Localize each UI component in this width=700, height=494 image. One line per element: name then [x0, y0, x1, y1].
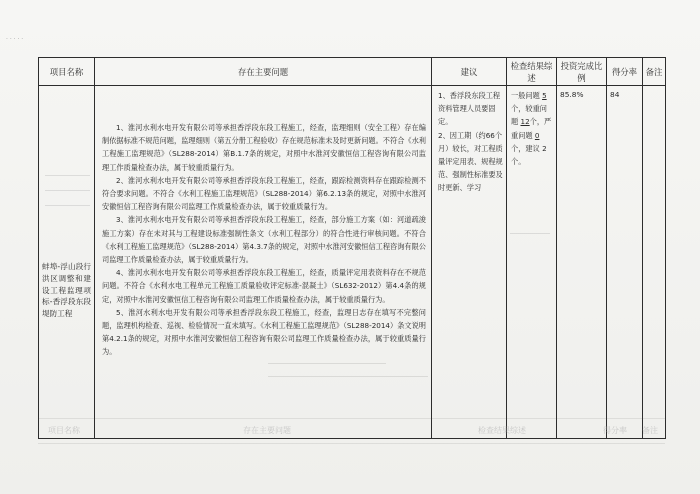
bleed-through-line — [268, 363, 386, 364]
header-issues: 存在主要问题 — [95, 58, 432, 86]
issue-item-3: 3、淮河水利水电开发有限公司等承担香浮段东段工程施工，经查，部分施工方案（如：河道疏浚施工方案）存在未对其与工程建设标准强制性条文（水利工程部分）的符合性进行审核问题。不符合《水利工程施工监理规范》（SL288-2014）第4.3.7条的规定，对照中水淮河安徽恒信工程咨询有限公司监理工作质量检查办法，属于较重质量行为。 — [102, 215, 426, 265]
header-summary: 检查结果综述 — [507, 58, 557, 86]
investment-ratio: 85.8% — [560, 90, 584, 99]
issue-item-5: 5、淮河水利水电开发有限公司等承担香浮段东段工程施工，经查，监理日志存在填写不完整问题，监理机构检查、巡视、检验情况一直未填写。《水利工程施工监理规范》（SL288-2014）条文说明第4.2.1条的规定，对照中水淮河安徽恒信工程咨询有限公司监理工作质量检查办法，属于较重质量行为。 — [102, 307, 426, 357]
issues-cell — [95, 86, 432, 439]
issues-list — [95, 86, 431, 359]
ratio-cell — [557, 86, 607, 439]
inspection-table — [38, 57, 666, 439]
ghost-issues: 存在主要问题 — [243, 426, 291, 435]
header-suggestion: 建议 — [432, 58, 507, 86]
issue-item-1: 1、淮河水利水电开发有限公司等承担香浮段东段工程施工，经查，监理细则（安全工程）存在编制依据标准不规范问题，监理细则（第五分册工程验收）存在规范标准未及时更新问题。不符合《水利工程施工监理规范》（SL288-2014）第B.1.7条的规定，对照中水淮河安徽恒信工程咨询有限公司监理工作质量检查办法，属于较重质量行为。 — [102, 123, 426, 172]
ghost-project: 项目名称 — [48, 426, 80, 435]
result-summary — [507, 86, 556, 168]
bleed-through-line — [45, 205, 90, 206]
header-score: 得分率 — [607, 58, 643, 86]
general-count: 5 — [542, 91, 547, 100]
suggestion-item-1: 1、香浮段东段工程资料管理人员要固定。 — [438, 91, 501, 127]
scan-mark: · · · · · — [6, 36, 24, 43]
bleed-through-line — [45, 175, 90, 176]
bleed-through-row — [38, 418, 665, 444]
suggest-count: 2 — [542, 143, 547, 153]
project-name-cell — [39, 86, 95, 439]
suggest-unit: 个。 — [511, 157, 526, 167]
bleed-through-line — [45, 190, 90, 191]
summary-cell — [507, 86, 557, 439]
severe-unit: 个，建议 — [511, 143, 540, 153]
general-label: 一般问题 — [511, 91, 540, 100]
bleed-through-line — [510, 233, 550, 234]
score-rate: 84 — [610, 90, 620, 99]
project-name: 蚌埠-浮山段行洪区调整和建设工程监理项标-香浮段东段堤防工程 — [42, 262, 91, 319]
major-count: 12 — [520, 117, 530, 127]
bleed-through-line — [268, 376, 428, 377]
ghost-score: 得分率 — [603, 426, 627, 435]
score-cell — [607, 86, 643, 439]
ghost-remark: 备注 — [642, 426, 658, 435]
table-header-row — [39, 58, 666, 86]
issue-item-2: 2、淮河水利水电开发有限公司等承担香浮段东段工程施工，经查，跟踪检测资料存在跟踪检测不符合要求问题。不符合《水利工程施工监理规范》（SL288-2014）第6.2.13条的规定，对照中水淮河安徽恒信工程咨询有限公司监理工作质量检查办法，属于较重质量行为。 — [102, 175, 426, 212]
header-ratio: 投资完成比例 — [557, 58, 607, 86]
suggestion-item-2: 2、因工期（约66个月）较长，对工程质量评定用表、规程规范、强制性标准要及时更新、学习 — [438, 130, 503, 193]
header-project: 项目名称 — [39, 58, 95, 86]
severe-count: 0 — [534, 130, 540, 140]
issue-item-4: 4、淮河水利水电开发有限公司等承担香浮段东段工程施工，经查，质量评定用表资料存在不规范问题。不符合《水利水电工程单元工程施工质量验收评定标准-混凝土》（SL632-2012）第4.4条的规定，对照中水淮河安徽恒信工程咨询有限公司监理工作质量检查办法，属于较重质量行为。 — [102, 268, 426, 304]
table-row — [39, 86, 666, 439]
suggestion-list — [432, 86, 506, 195]
remark-cell — [643, 86, 666, 439]
major-unit: 个，严重问题 — [511, 117, 552, 140]
general-unit: 个，较重问题 — [511, 104, 547, 127]
header-remark: 备注 — [643, 58, 666, 86]
suggestion-cell — [432, 86, 507, 439]
ghost-summary: 检查结果综述 — [478, 426, 526, 435]
